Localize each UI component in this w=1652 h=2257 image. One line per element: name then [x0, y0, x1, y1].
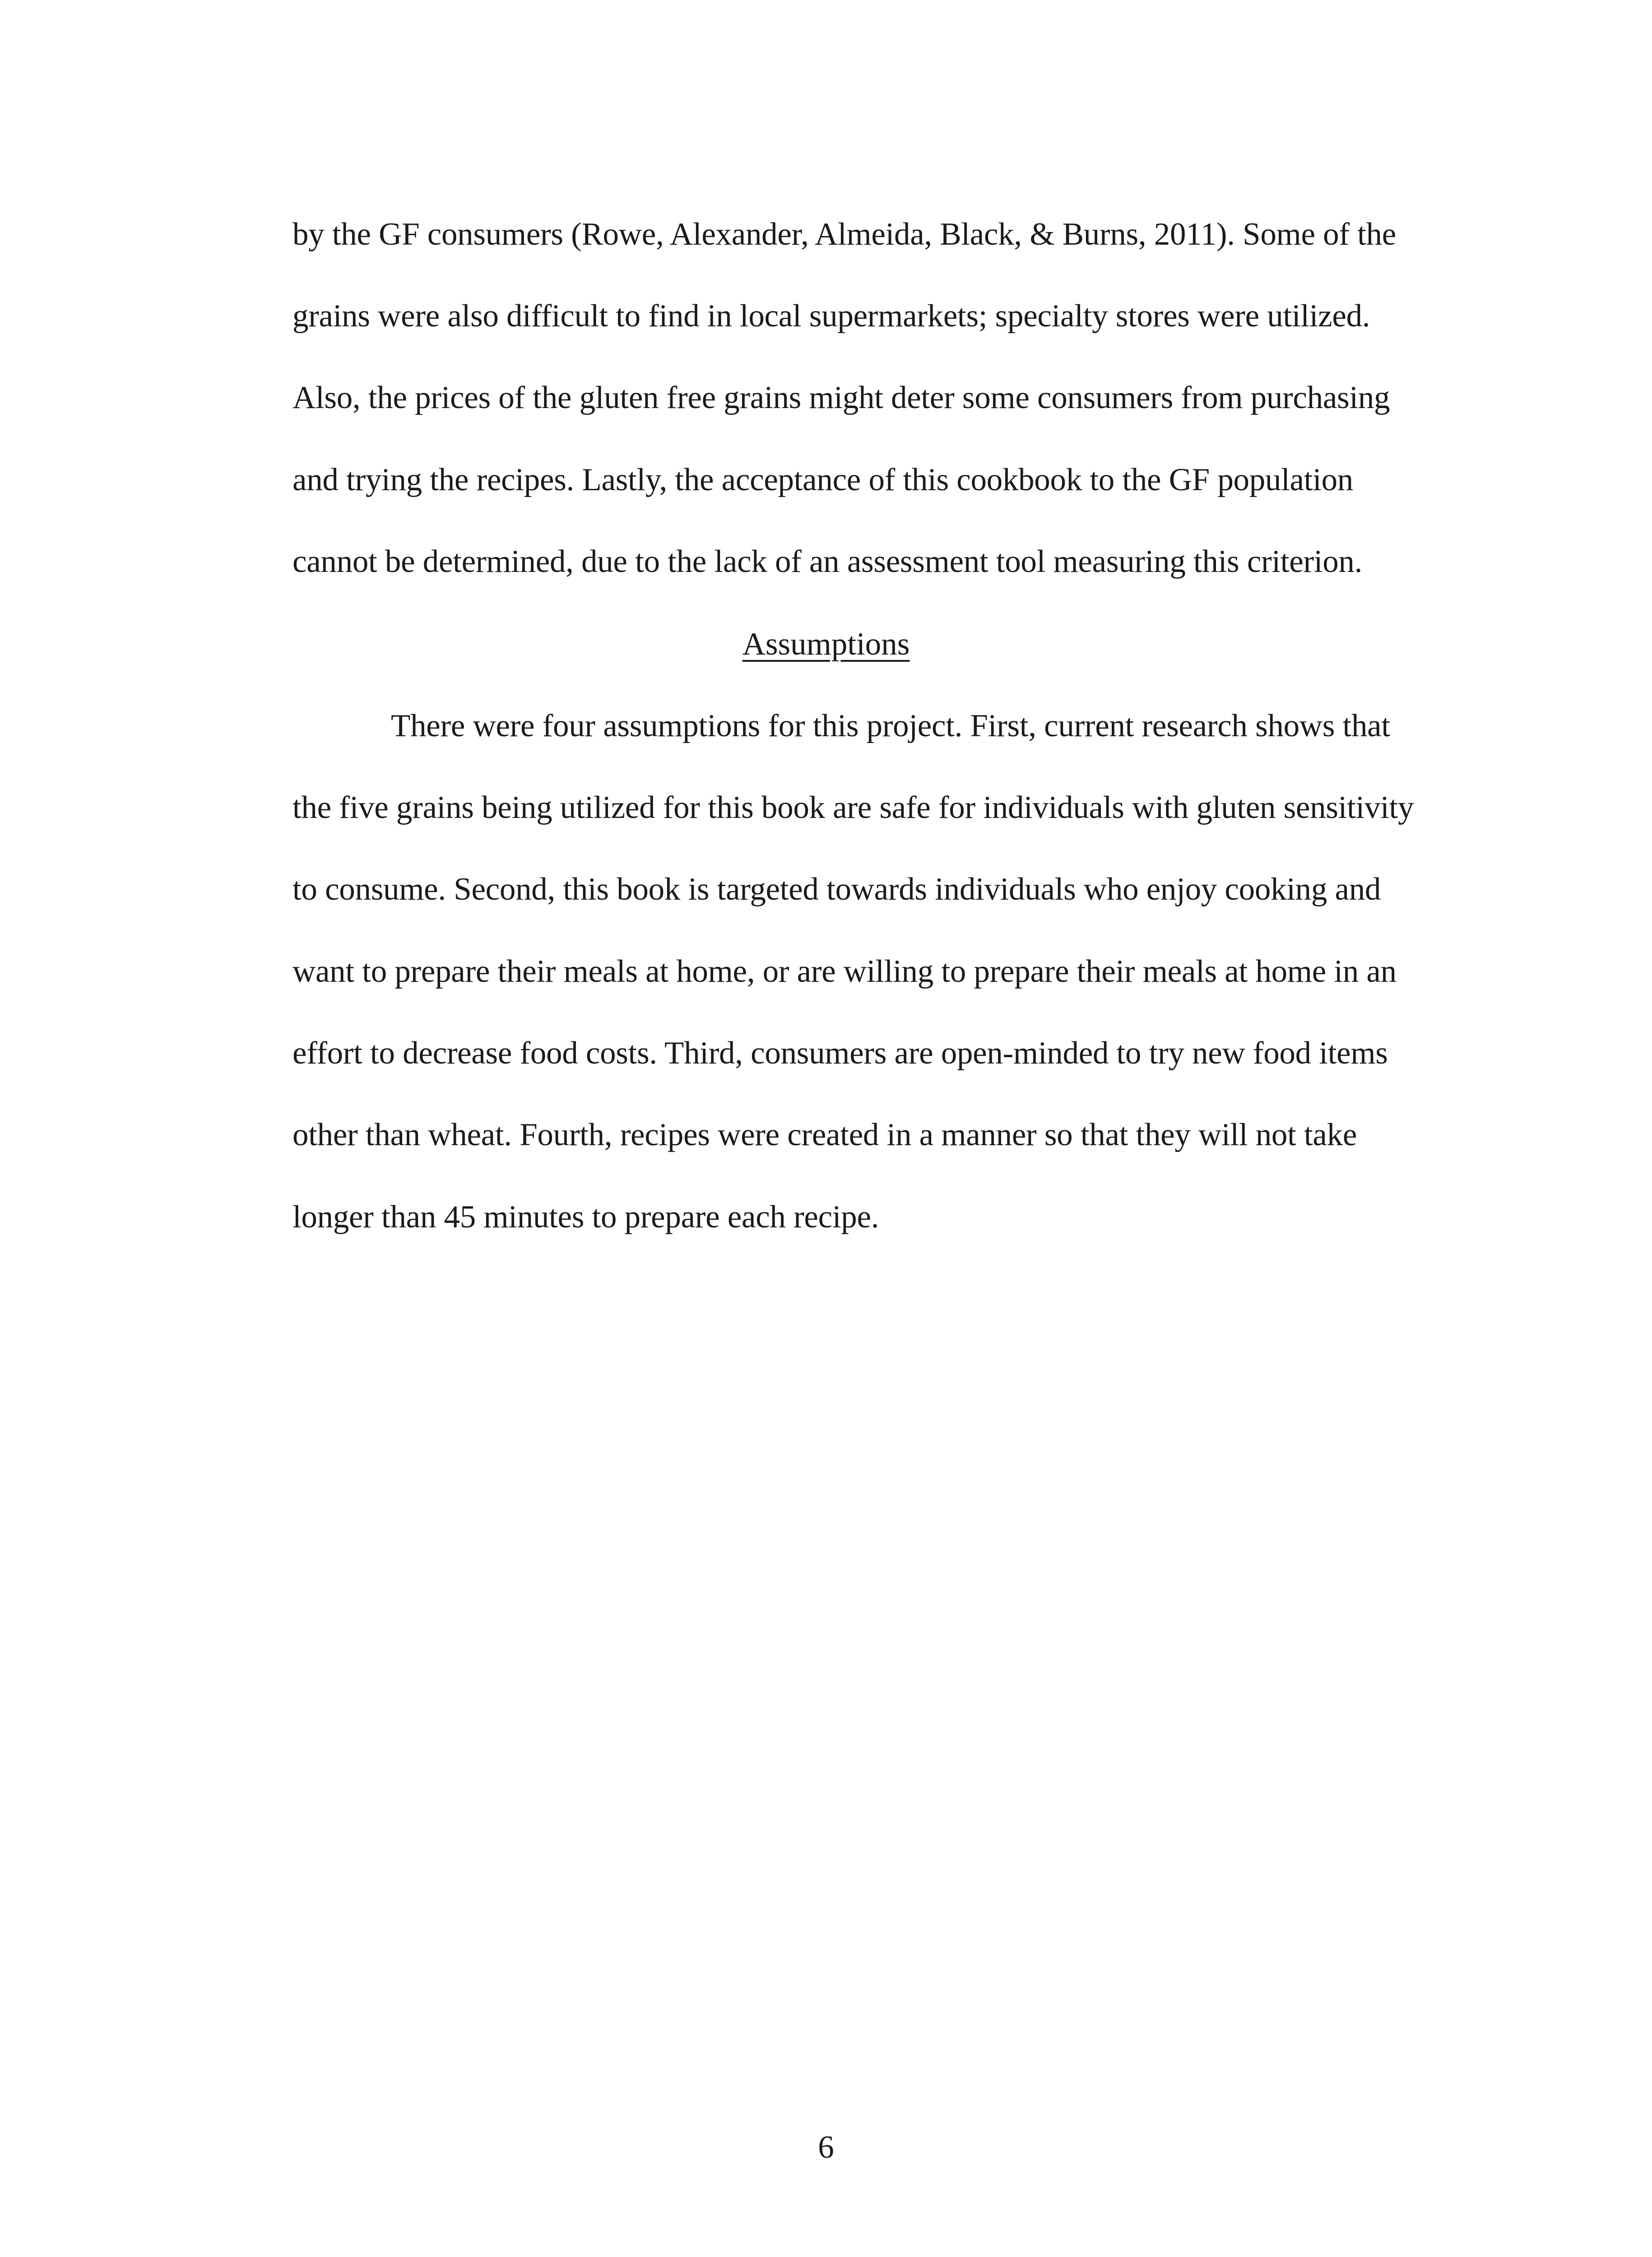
paragraph-line: cannot be determined, due to the lack of an assessment tool measuring this criterion. — [292, 544, 1363, 579]
paragraph-line: longer than 45 minutes to prepare each recipe. — [292, 1199, 879, 1235]
paragraph-line: to consume. Second, this book is targeted towards individuals who enjoy cooking and — [292, 872, 1381, 907]
paragraph-line: want to prepare their meals at home, or are willing to prepare their meals at home in an — [292, 954, 1397, 989]
page-number: 6 — [818, 2130, 834, 2165]
paragraph-line: by the GF consumers (Rowe, Alexander, Almeida, Black, & Burns, 2011). Some of the — [292, 217, 1396, 252]
paragraph-line: Also, the prices of the gluten free grains might deter some consumers from purchasing — [292, 380, 1390, 415]
paragraph-line: and trying the recipes. Lastly, the acceptance of this cookbook to the GF population — [292, 462, 1354, 497]
paragraph-line: the five grains being utilized for this book are safe for individuals with gluten sensitivity — [292, 790, 1414, 825]
section-heading — [0, 628, 1652, 660]
paragraph-line: effort to decrease food costs. Third, consumers are open-minded to try new food items — [292, 1036, 1388, 1071]
paragraph-line: grains were also difficult to find in local supermarkets; specialty stores were utilized. — [292, 298, 1370, 334]
paragraph-line: There were four assumptions for this project. First, current research shows that — [391, 708, 1390, 743]
paragraph-line: other than wheat. Fourth, recipes were created in a manner so that they will not take — [292, 1117, 1357, 1152]
section-heading-text: Assumptions — [742, 627, 910, 662]
